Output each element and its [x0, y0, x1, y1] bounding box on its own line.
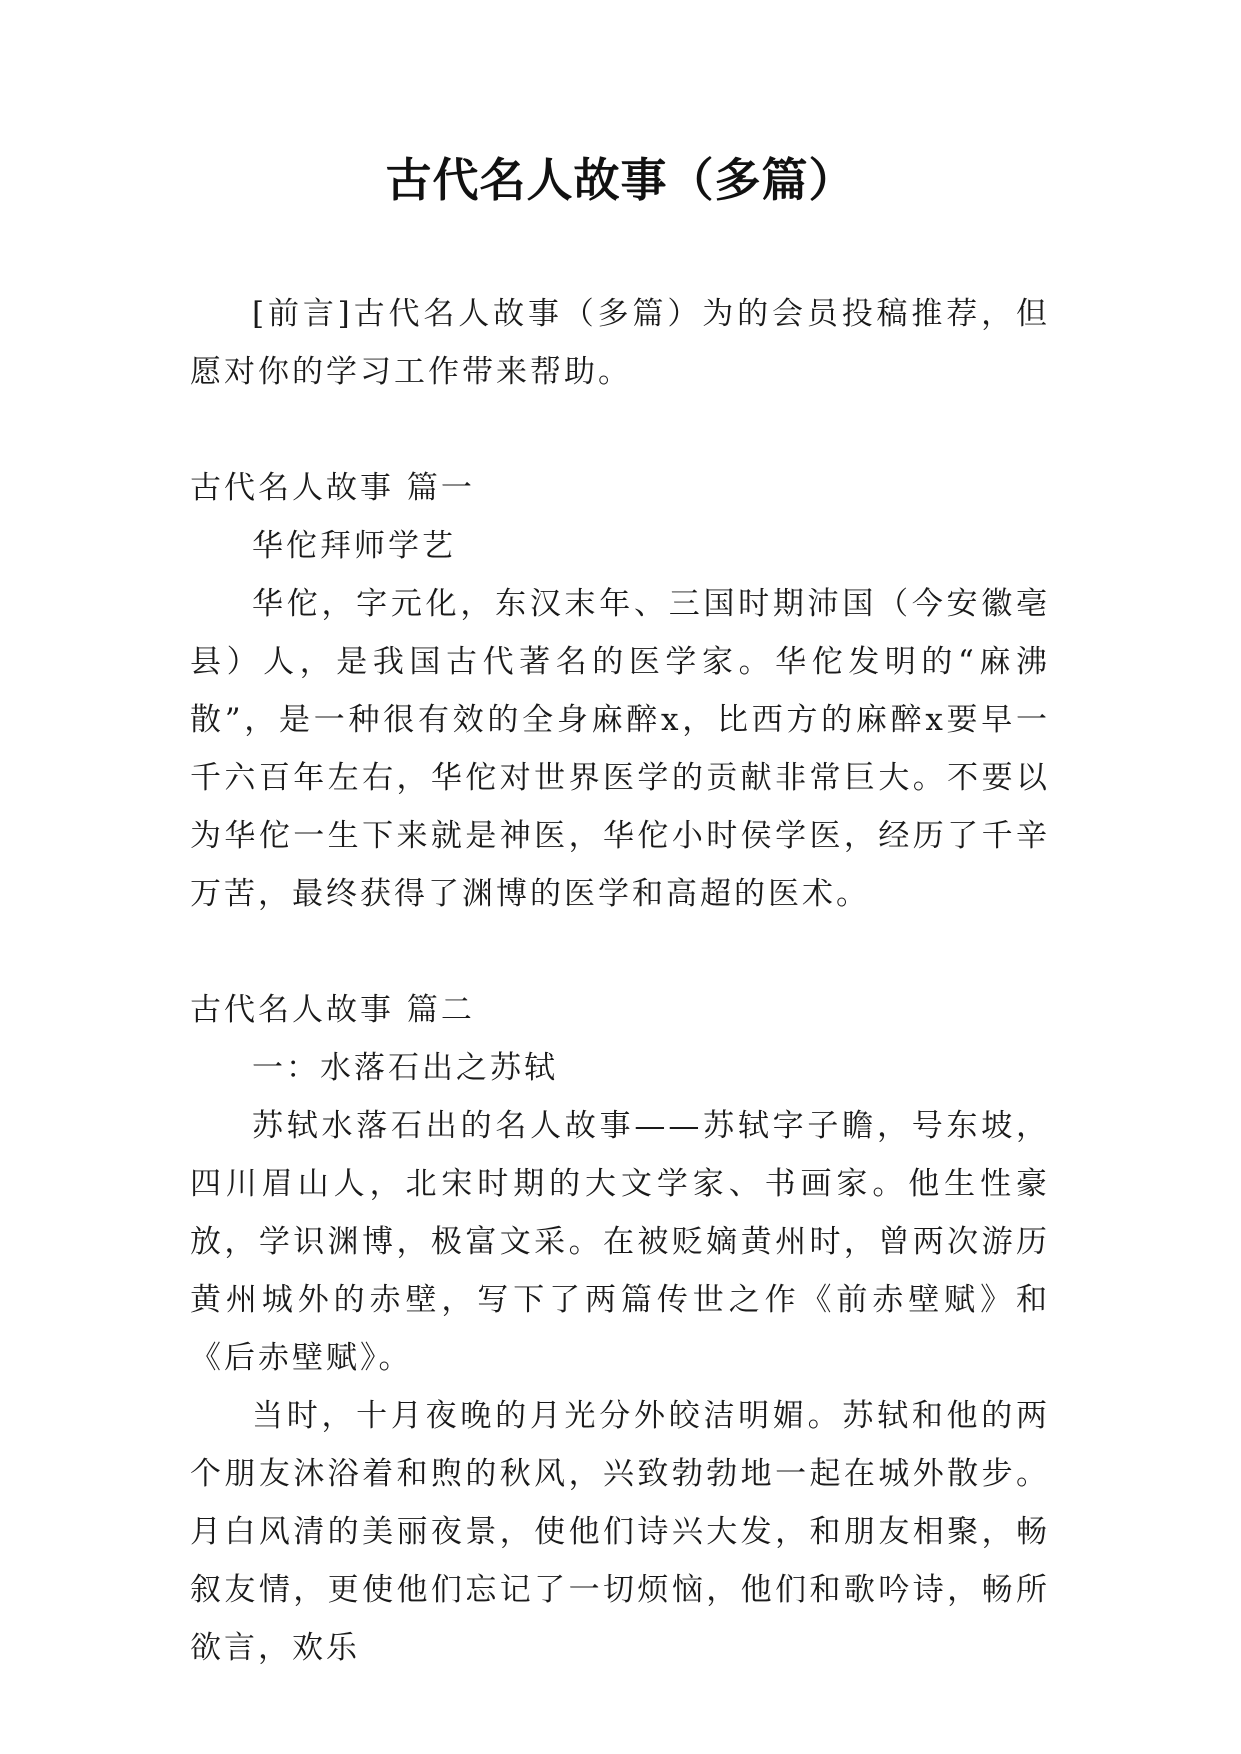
- section-1-subtitle: 华佗拜师学艺: [252, 528, 456, 564]
- section-2-paragraph-1: 苏轼水落石出的名人故事——苏轼字子瞻，号东坡，四川眉山人，北宋时期的大文学家、书画家。他生性豪放，学识渊博，极富文采。在被贬嫡黄州时，曾两次游历黄州城外的赤壁，写下了两篇传世之作《前赤壁赋》和《后赤壁赋》。: [190, 1108, 1050, 1376]
- section-1-paragraph: 华佗，字元化，东汉末年、三国时期沛国（今安徽亳县）人，是我国古代著名的医学家。华佗发明的“麻沸散”，是一种很有效的全身麻醉x，比西方的麻醉x要早一千六百年左右，华佗对世界医学的贡献非常巨大。不要以为华佗一生下来就是神医，华佗小时侯学医，经历了千辛万苦，最终获得了渊博的医学和高超的医术。: [190, 586, 1050, 912]
- document-body: [190, 285, 1050, 1677]
- document-title: 古代名人故事（多篇）: [385, 153, 856, 207]
- preface-paragraph: [前言]古代名人故事（多篇）为的会员投稿推荐，但愿对你的学习工作带来帮助。: [190, 296, 1050, 390]
- section-2-paragraph-2: 当时，十月夜晚的月光分外皎洁明媚。苏轼和他的两个朋友沐浴着和煦的秋风，兴致勃勃地一起在城外散步。月白风清的美丽夜景，使他们诗兴大发，和朋友相聚，畅叙友情，更使他们忘记了一切烦恼，他们和歌吟诗，畅所欲言，欢乐: [190, 1398, 1050, 1666]
- section-1-heading: 古代名人故事 篇一: [190, 470, 475, 506]
- section-2-subtitle: 一：水落石出之苏轼: [252, 1050, 558, 1086]
- section-2-heading: 古代名人故事 篇二: [190, 992, 475, 1028]
